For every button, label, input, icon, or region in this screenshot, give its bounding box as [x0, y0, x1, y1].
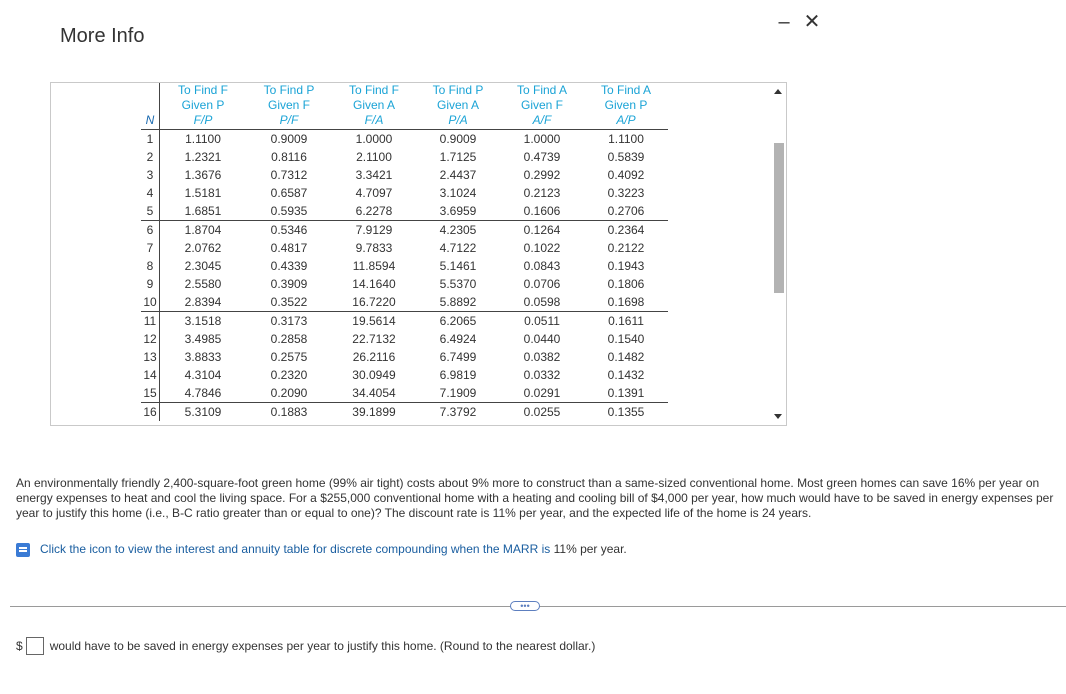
scroll-down-icon[interactable]	[774, 414, 782, 419]
factor-cell: 7.3792	[439, 405, 477, 419]
factor-cell: 0.2320	[270, 368, 308, 382]
column-header-fa: To Find F Given A F/A	[348, 83, 399, 127]
problem-statement: An environmentally friendly 2,400-square-foot green home (99% air tight) costs about 9% more to construct than a same-sized conventional home. Most green homes can save 16% per year on energy expenses to heat and cool the living space. For a $255,000 conventional home with a heating and cooling bill of $4,000 per year, how much would have to be saved in energy expenses per year to justify this home (i.e., B-C ratio greater than or equal to one)? The discount rate is 11% per year, and the expected life of the home is 24 years.	[16, 476, 1054, 520]
expand-button[interactable]: •••	[510, 601, 540, 611]
hint-marr: 11% per year.	[553, 542, 627, 556]
factor-cell: 5.3109	[184, 405, 222, 419]
row-n-cell: 13	[141, 348, 160, 366]
row-n-cell: 1	[141, 130, 160, 149]
table-row	[141, 148, 668, 166]
factor-cell: 0.9009	[270, 132, 308, 146]
row-n-cell: 8	[141, 257, 160, 275]
factor-cell: 34.4054	[352, 386, 396, 400]
factor-cell: 0.2575	[270, 350, 308, 364]
column-header-pf: To Find P Given F P/F	[263, 83, 315, 127]
factor-cell: 0.1611	[608, 314, 644, 328]
factor-cell: 4.3104	[184, 368, 222, 382]
factor-cell: 16.7220	[352, 295, 396, 309]
table-row	[141, 130, 668, 149]
factor-cell: 1.8704	[184, 223, 222, 237]
row-n-cell: 9	[141, 275, 160, 293]
factor-cell: 39.1899	[352, 405, 396, 419]
row-n-cell: 2	[141, 148, 160, 166]
table-row	[141, 166, 668, 184]
answer-input[interactable]	[26, 637, 44, 655]
column-header-ap: To Find A Given P A/P	[600, 83, 652, 127]
table-book-icon[interactable]	[16, 543, 30, 557]
factor-cell: 0.2992	[523, 168, 561, 182]
factor-cell: 0.2858	[270, 332, 308, 346]
factor-cell: 1.7125	[439, 150, 477, 164]
factor-cell: 0.1482	[607, 350, 645, 364]
scroll-thumb[interactable]	[774, 143, 784, 293]
row-n-cell: 7	[141, 239, 160, 257]
minimize-icon[interactable]: –	[778, 11, 790, 33]
factor-cell: 0.4092	[607, 168, 645, 182]
factor-cell: 1.1100	[608, 132, 644, 146]
table-row	[141, 312, 668, 331]
factor-cell: 5.8892	[439, 295, 477, 309]
factor-cell: 0.0291	[523, 386, 561, 400]
factor-cell: 19.5614	[352, 314, 396, 328]
factor-cell: 0.1022	[523, 241, 561, 255]
factor-cell: 0.3173	[270, 314, 308, 328]
table-row	[141, 239, 668, 257]
factor-cell: 0.2090	[270, 386, 308, 400]
table-row	[141, 257, 668, 275]
factor-cell: 0.2706	[607, 204, 645, 218]
factor-cell: 0.0706	[523, 277, 561, 291]
factor-cell: 0.1264	[523, 223, 561, 237]
row-n-cell: 4	[141, 184, 160, 202]
factor-cell: 0.8116	[271, 150, 307, 164]
scroll-up-icon[interactable]	[774, 89, 782, 94]
table-scrollbar[interactable]	[770, 83, 786, 425]
factor-cell: 9.7833	[355, 241, 393, 255]
factor-cell: 0.1355	[607, 405, 645, 419]
factor-cell: 22.7132	[352, 332, 396, 346]
answer-prompt: would have to be saved in energy expenses per year to justify this home. (Round to the nearest dollar.)	[49, 639, 596, 653]
table-body	[141, 130, 668, 422]
table-row	[141, 293, 668, 312]
factor-cell: 0.3909	[270, 277, 308, 291]
table-row	[141, 221, 668, 240]
factor-cell: 26.2116	[352, 350, 396, 364]
factor-cell: 0.5839	[607, 150, 645, 164]
factor-cell: 0.4339	[270, 259, 308, 273]
factor-cell: 0.1391	[607, 386, 645, 400]
factor-cell: 0.2122	[607, 241, 645, 255]
factor-cell: 3.8833	[184, 350, 222, 364]
factor-cell: 1.0000	[523, 132, 561, 146]
factor-cell: 0.9009	[439, 132, 477, 146]
factor-cell: 6.7499	[439, 350, 477, 364]
dialog-title: More Info	[60, 25, 145, 47]
table-hint[interactable]	[16, 541, 627, 557]
factor-cell: 2.0762	[184, 241, 222, 255]
table-row	[141, 348, 668, 366]
row-n-cell: 5	[141, 202, 160, 221]
table-row	[141, 330, 668, 348]
factor-cell: 1.2321	[184, 150, 222, 164]
factor-cell: 0.0843	[523, 259, 561, 273]
factor-cell: 11.8594	[352, 259, 396, 273]
factor-cell: 0.0332	[523, 368, 561, 382]
column-header-fp: To Find F Given P F/P	[177, 83, 228, 127]
factor-cell: 0.1432	[607, 368, 645, 382]
factor-cell: 0.0255	[523, 405, 561, 419]
factor-cell: 0.0598	[523, 295, 561, 309]
factor-cell: 0.0382	[523, 350, 561, 364]
factor-cell: 6.9819	[439, 368, 477, 382]
factor-cell: 0.3522	[270, 295, 308, 309]
factor-cell: 2.5580	[184, 277, 222, 291]
table-row	[141, 202, 668, 221]
factor-cell: 1.3676	[184, 168, 222, 182]
currency-symbol: $	[16, 639, 23, 653]
factor-cell: 2.4437	[439, 168, 477, 182]
factor-cell: 0.1606	[523, 204, 561, 218]
table-row	[141, 384, 668, 403]
factor-cell: 2.1100	[356, 150, 392, 164]
factor-cell: 3.1024	[439, 186, 477, 200]
row-n-cell: 11	[141, 312, 160, 331]
close-icon[interactable]: ✕	[803, 11, 821, 33]
factor-cell: 3.1518	[184, 314, 222, 328]
factor-cell: 1.0000	[355, 132, 393, 146]
factor-cell: 1.5181	[184, 186, 222, 200]
factor-cell: 14.1640	[352, 277, 396, 291]
factor-table-panel	[50, 82, 787, 426]
row-n-cell: 14	[141, 366, 160, 384]
factor-cell: 5.5370	[439, 277, 477, 291]
hint-text[interactable]: Click the icon to view the interest and annuity table for discrete compounding when the MARR is	[40, 542, 554, 556]
factor-cell: 5.1461	[439, 259, 477, 273]
factor-cell: 4.7122	[439, 241, 477, 255]
factor-cell: 6.2278	[355, 204, 393, 218]
factor-cell: 0.0511	[524, 314, 560, 328]
factor-cell: 4.7846	[184, 386, 222, 400]
column-header-af: To Find A Given F A/F	[516, 83, 568, 127]
factor-cell: 0.1540	[607, 332, 645, 346]
factor-cell: 0.5346	[270, 223, 308, 237]
factor-cell: 2.8394	[184, 295, 222, 309]
factor-cell: 0.6587	[270, 186, 308, 200]
answer-row	[16, 637, 595, 655]
table-row	[141, 184, 668, 202]
factor-cell: 1.1100	[185, 132, 221, 146]
table-row	[141, 366, 668, 384]
factor-cell: 0.1883	[270, 405, 308, 419]
factor-cell: 0.1943	[607, 259, 645, 273]
factor-cell: 30.0949	[352, 368, 396, 382]
row-n-cell: 15	[141, 384, 160, 403]
factor-cell: 0.2364	[607, 223, 645, 237]
factor-cell: 4.7097	[355, 186, 393, 200]
factor-cell: 0.3223	[607, 186, 645, 200]
row-n-cell: 3	[141, 166, 160, 184]
row-n-cell: 16	[141, 403, 160, 422]
factor-cell: 0.4739	[523, 150, 561, 164]
factor-cell: 0.2123	[523, 186, 561, 200]
factor-cell: 4.2305	[439, 223, 477, 237]
factor-cell: 0.4817	[270, 241, 308, 255]
factor-cell: 0.1806	[607, 277, 645, 291]
factor-cell: 7.1909	[439, 386, 477, 400]
factor-cell: 1.6851	[184, 204, 222, 218]
interest-factor-table	[141, 83, 668, 421]
factor-cell: 3.3421	[355, 168, 393, 182]
column-header-pa: To Find P Given A P/A	[432, 83, 484, 127]
factor-cell: 0.7312	[270, 168, 308, 182]
row-n-cell: 6	[141, 221, 160, 240]
table-row	[141, 403, 668, 422]
factor-cell: 0.0440	[523, 332, 561, 346]
factor-cell: 0.1698	[607, 295, 645, 309]
factor-cell: 7.9129	[355, 223, 393, 237]
row-n-cell: 12	[141, 330, 160, 348]
factor-cell: 6.2065	[439, 314, 477, 328]
factor-cell: 0.5935	[270, 204, 308, 218]
factor-cell: 2.3045	[184, 259, 222, 273]
n-column-header: N	[141, 83, 160, 130]
row-n-cell: 10	[141, 293, 160, 312]
table-row	[141, 275, 668, 293]
factor-cell: 6.4924	[439, 332, 477, 346]
factor-cell: 3.4985	[184, 332, 222, 346]
factor-cell: 3.6959	[439, 204, 477, 218]
table-header-row	[141, 83, 668, 130]
